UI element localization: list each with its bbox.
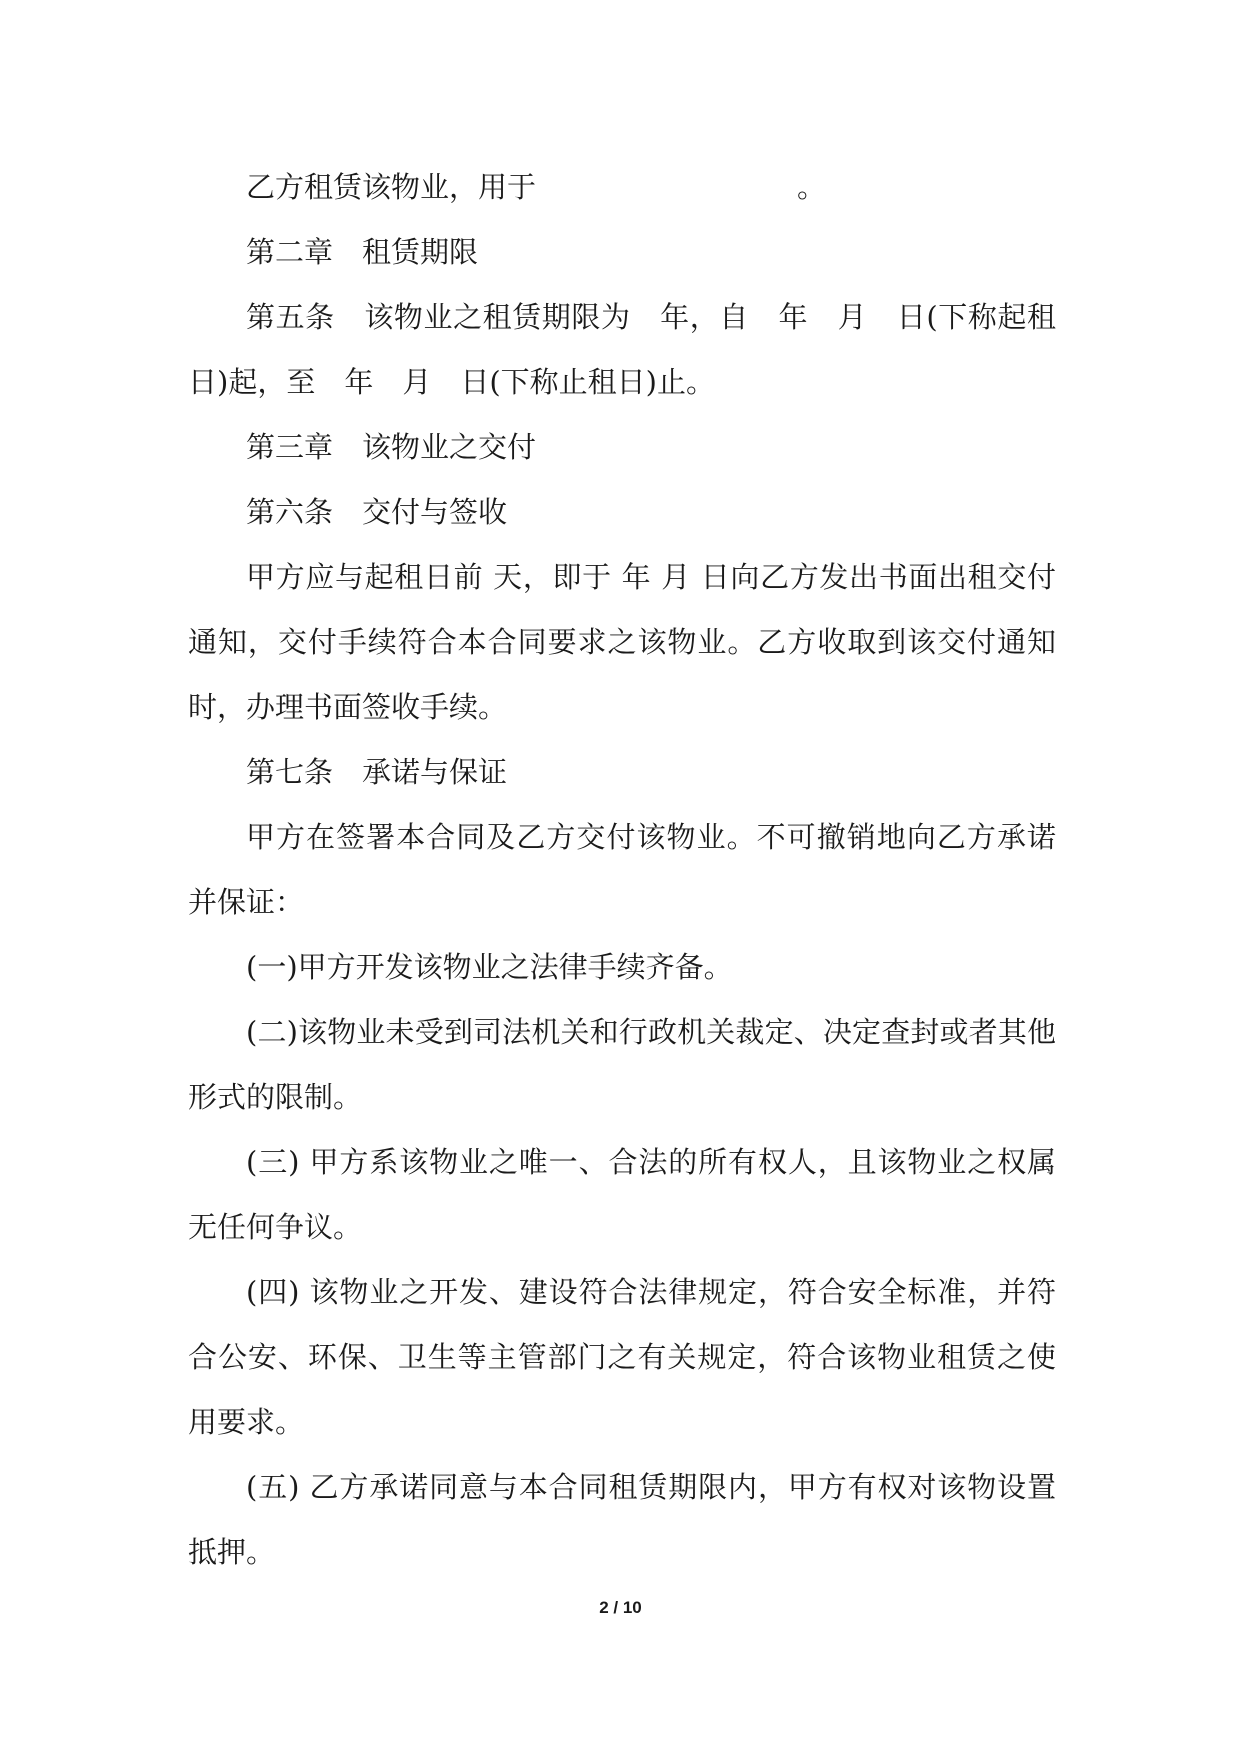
page-number: 2 / 10	[599, 1598, 642, 1617]
article-6-heading: 第六条 交付与签收	[246, 495, 508, 529]
chapter-heading-delivery: 第三章 该物业之交付	[246, 430, 537, 464]
article-7-heading: 第七条 承诺与保证	[246, 755, 508, 789]
paragraph-usage: 乙方租赁该物业，用于 。	[246, 170, 827, 204]
chapter-heading-lease-term: 第二章 租赁期限	[246, 235, 479, 269]
warranty-item-3: (三) 甲方系该物业之唯一、合法的所有权人，且该物业之权属无任何争议。	[188, 1145, 1056, 1244]
warranty-item-1: (一)甲方开发该物业之法律手续齐备。	[246, 950, 733, 984]
article-7-body: 甲方在签署本合同及乙方交付该物业。不可撤销地向乙方承诺并保证：	[188, 820, 1056, 919]
document-body	[188, 155, 1056, 1585]
warranty-item-4: (四) 该物业之开发、建设符合法律规定，符合安全标准，并符合公安、环保、卫生等主管部门之有关规定，符合该物业租赁之使用要求。	[188, 1275, 1056, 1439]
article-6-body: 甲方应与起租日前 天，即于 年 月 日向乙方发出书面出租交付通知，交付手续符合本合同要求之该物业。乙方收取到该交付通知时，办理书面签收手续。	[188, 560, 1056, 724]
article-5: 第五条 该物业之租赁期限为 年，自 年 月 日(下称起租日)起，至 年 月 日(下称止租日)止。	[188, 300, 1056, 399]
warranty-item-5: (五) 乙方承诺同意与本合同租赁期限内，甲方有权对该物设置抵押。	[188, 1470, 1056, 1569]
warranty-item-2: (二)该物业未受到司法机关和行政机关裁定、决定查封或者其他形式的限制。	[188, 1015, 1056, 1114]
